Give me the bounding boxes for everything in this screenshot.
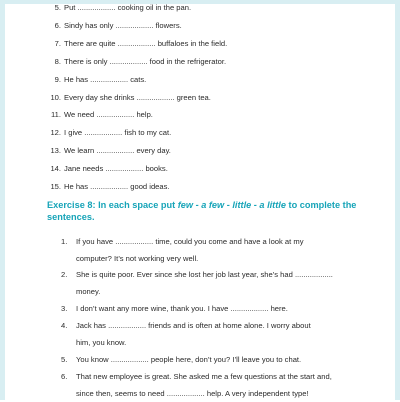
exercise-8-lead: Exercise 8: In each space put [47, 200, 178, 210]
item-sentence: I give .................. fish to my cat. [64, 128, 172, 138]
previous-exercise-item [47, 164, 168, 174]
item-sentence-line: since then, seems to need .................. help. A very independent type! [76, 389, 309, 398]
previous-exercise-item [47, 146, 171, 156]
item-number: 13. [50, 146, 61, 156]
item-sentence-line: computer? It’s not working very well. [76, 254, 199, 263]
item-number: 4. [61, 321, 68, 330]
previous-exercise-item [47, 182, 170, 192]
item-sentence-line: money. [76, 287, 101, 296]
previous-exercise-item [47, 3, 191, 13]
exercise-8-item [61, 233, 376, 267]
previous-exercise-item [47, 39, 227, 49]
item-number: 10. [50, 92, 61, 102]
item-number: 5. [61, 355, 68, 364]
item-number: 7. [54, 38, 61, 48]
exercise-8-tail: to complete the sentences. [47, 200, 357, 222]
item-sentence: He has .................. good ideas. [64, 182, 170, 191]
previous-exercise-item [47, 110, 153, 120]
item-sentence: Put .................. cooking oil in the pan. [64, 3, 192, 12]
previous-exercise-item [47, 128, 171, 138]
item-number: 9. [54, 74, 61, 84]
previous-exercise-item [47, 21, 182, 31]
exercise-8-item [61, 368, 376, 402]
item-sentence-line: Jack has .................. friends and is often at home alone. I worry about [76, 321, 311, 330]
item-sentence-line: She is quite poor. Ever since she lost her job last year, she’s had .................. [76, 270, 333, 279]
item-sentence: Jane needs .................. books. [64, 164, 168, 174]
item-number: 3. [61, 304, 68, 313]
item-number: 15. [50, 182, 61, 191]
item-number: 8. [54, 56, 61, 66]
exercise-8-prompt-words: few - a few - little - a little [177, 200, 286, 210]
item-number: 1. [61, 237, 68, 246]
item-sentence-line: That new employee is great. She asked me a few questions at the start and, [76, 372, 332, 381]
item-sentence-line: If you have .................. time, could you come and have a look at my [76, 237, 304, 246]
item-number: 6. [61, 372, 68, 381]
item-sentence: He has .................. cats. [64, 74, 147, 84]
item-sentence: We learn .................. every day. [64, 146, 171, 156]
exercise-8-item [61, 351, 376, 368]
item-sentence: Every day she drinks .................. green tea. [64, 92, 211, 102]
item-number: 14. [50, 164, 61, 174]
item-number: 5. [54, 3, 61, 12]
item-number: 6. [54, 20, 61, 30]
item-number: 2. [61, 270, 68, 279]
item-sentence-line: You know .................. people here, don’t you? I’ll leave you to chat. [76, 355, 302, 364]
exercise-8-item [61, 300, 376, 317]
item-sentence: There are quite .................. buffaloes in the field. [64, 38, 228, 48]
item-sentence: We need .................. help. [64, 110, 153, 120]
item-sentence: There is only .................. food in the refrigerator. [64, 56, 227, 66]
item-sentence: Sindy has only .................. flowers. [64, 20, 182, 30]
page-left-edge [0, 0, 5, 400]
page-right-edge [395, 0, 400, 400]
item-sentence-line: I don’t want any more wine, thank you. I have .................. here. [76, 304, 288, 313]
item-number: 12. [50, 128, 61, 138]
previous-exercise-item [47, 57, 226, 67]
exercise-8-heading [47, 199, 367, 223]
exercise-8-item [61, 317, 376, 351]
previous-exercise-item [47, 93, 211, 103]
item-number: 11. [51, 110, 61, 120]
previous-exercise-item [47, 75, 146, 85]
item-sentence-line: him, you know. [76, 338, 127, 347]
exercise-8-item [61, 266, 376, 300]
